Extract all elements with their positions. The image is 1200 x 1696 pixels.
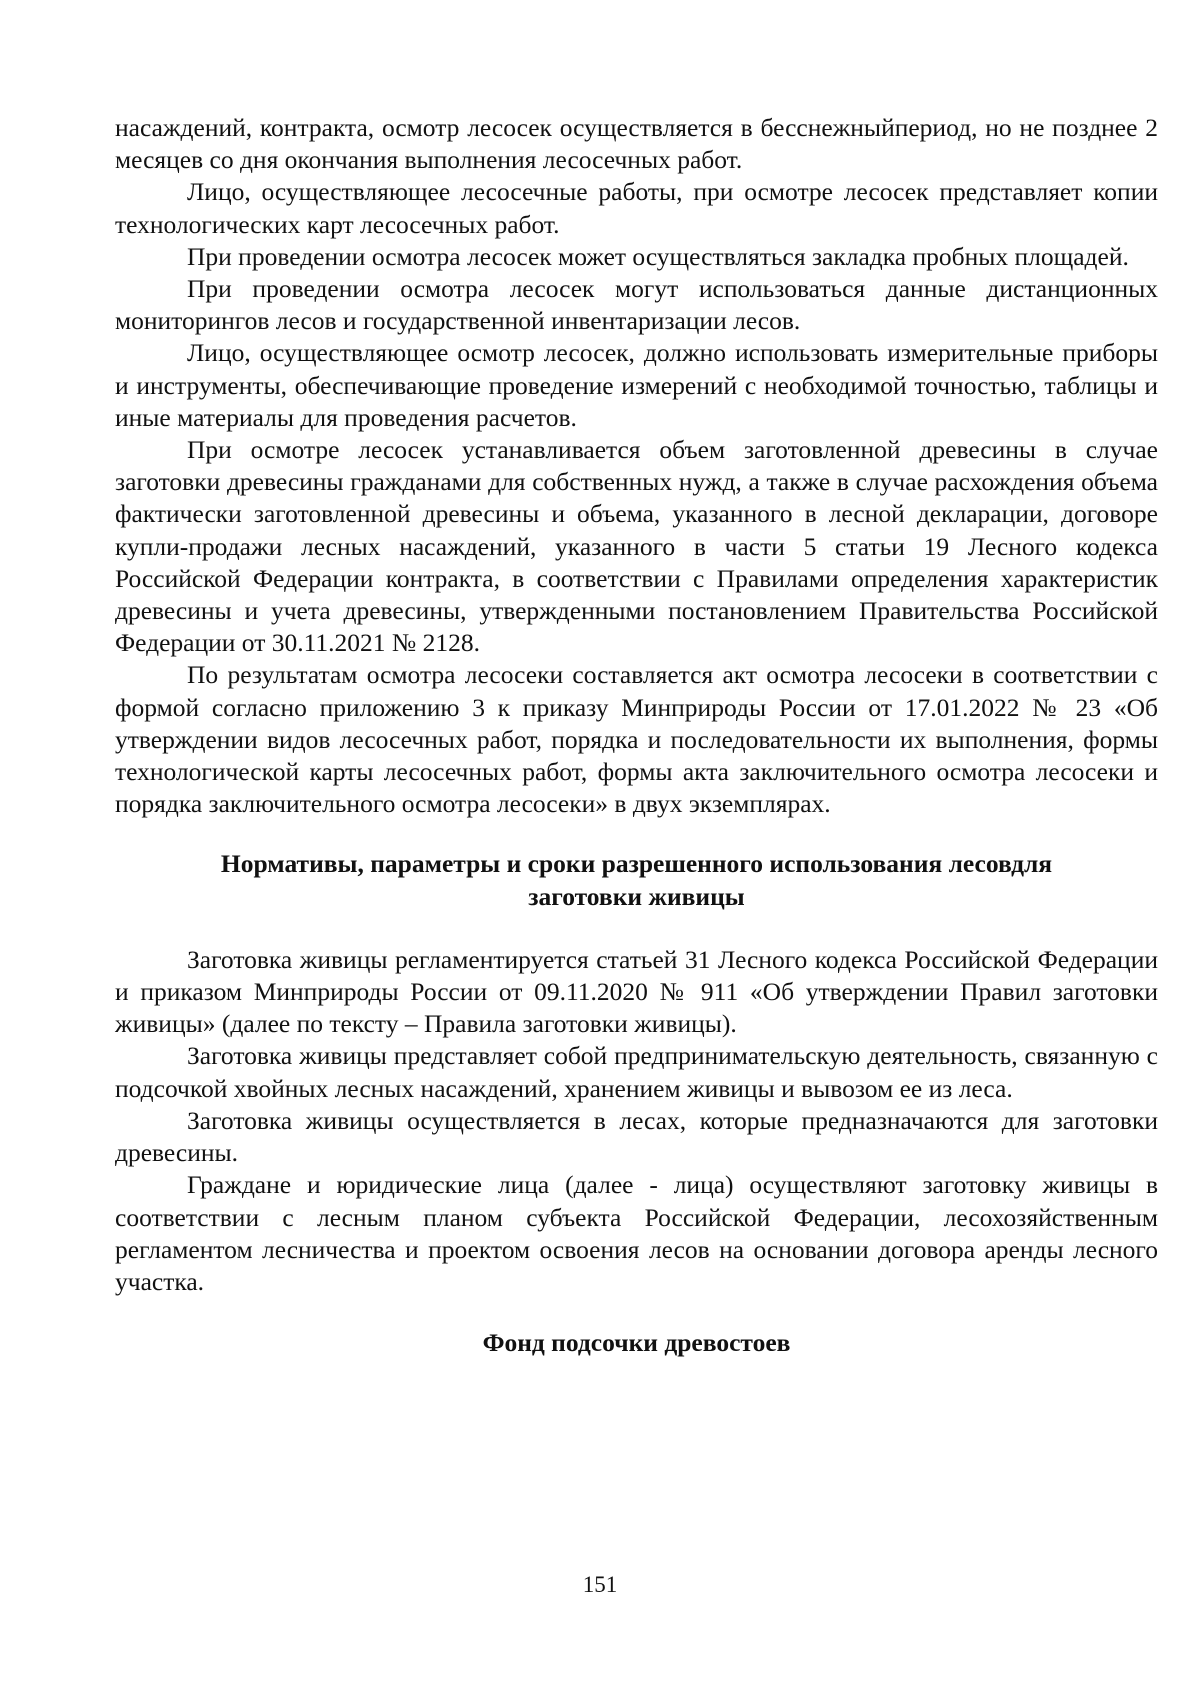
page-number: 151 [582, 1572, 618, 1597]
paragraph: Граждане и юридические лица (далее - лица) осуществляют заготовку живицы в соответствии с лесным планом субъекта Российской Федерации, лесохозяйственным регламентом лесничества и проектом освоения лесов на основании договора аренды лесного участка. [115, 1170, 1158, 1296]
section-resin-harvesting [115, 944, 1158, 1298]
paragraph: Лицо, осуществляющее лесосечные работы, при осмотре лесосек представляет копии технологических карт лесосечных работ. [115, 177, 1158, 239]
section-heading [115, 848, 1158, 912]
paragraph: Заготовка живицы представляет собой предпринимательскую деятельность, связанную с подсочкой хвойных лесных насаждений, хранением живицы и вывозом ее из леса. [115, 1041, 1158, 1103]
subsection-heading: Фонд подсочки древостоев [482, 1328, 791, 1358]
paragraph: При проведении осмотра лесосек может осуществляться закладка пробных площадей. [187, 241, 1129, 271]
paragraph: По результатам осмотра лесосеки составляется акт осмотра лесосеки в соответствии с формой согласно приложению 3 к приказу Минприроды России от 17.01.2022 № 23 «Об утверждении видов лесосечных работ, порядка и последовательности их выполнения, формы технологической карты лесосечных работ, формы акта заключительного осмотра лесосеки и порядка заключительного осмотра лесосеки» в двух экземплярах. [115, 660, 1158, 819]
paragraph: Заготовка живицы осуществляется в лесах, которые предназначаются для заготовки древесины. [115, 1105, 1158, 1168]
section-lesoseka-inspection [115, 112, 1158, 820]
page-content [115, 112, 1158, 1359]
paragraph: насаждений, контракта, осмотр лесосек осуществляется в бесснежныйпериод, но не позднее 2 месяцев со дня окончания выполнения лесосечных работ. [115, 113, 1158, 175]
paragraph: При осмотре лесосек устанавливается объем заготовленной древесины в случае заготовки древесины гражданами для собственных нужд, а также в случае расхождения объема фактически заготовленной древесины и объема, указанного в лесной декларации, договоре купли-продажи лесных насаждений, указанного в части 5 статьи 19 Лесного кодекса Российской Федерации контракта, в соответствии с Правилами определения характеристик древесины и учета древесины, утвержденными постановлением Правительства Российской Федерации от 30.11.2021 № 2128. [115, 435, 1158, 658]
paragraph: При проведении осмотра лесосек могут использоваться данные дистанционных мониторингов лесов и государственной инвентаризации лесов. [115, 274, 1158, 336]
section-heading-line1: Нормативы, параметры и сроки разрешенного использования лесовдля [220, 849, 1053, 879]
paragraph: Заготовка живицы регламентируется статьей 31 Лесного кодекса Российской Федерации и приказом Минприроды России от 09.11.2020 № 911 «Об утверждении Правил заготовки живицы» (далее по тексту – Правила заготовки живицы). [115, 944, 1158, 1039]
paragraph: Лицо, осуществляющее осмотр лесосек, должно использовать измерительные приборы и инструменты, обеспечивающие проведение измерений с необходимой точностью, таблицы и иные материалы для проведения расчетов. [115, 338, 1158, 432]
section-heading-line2: заготовки живицы [528, 881, 745, 911]
